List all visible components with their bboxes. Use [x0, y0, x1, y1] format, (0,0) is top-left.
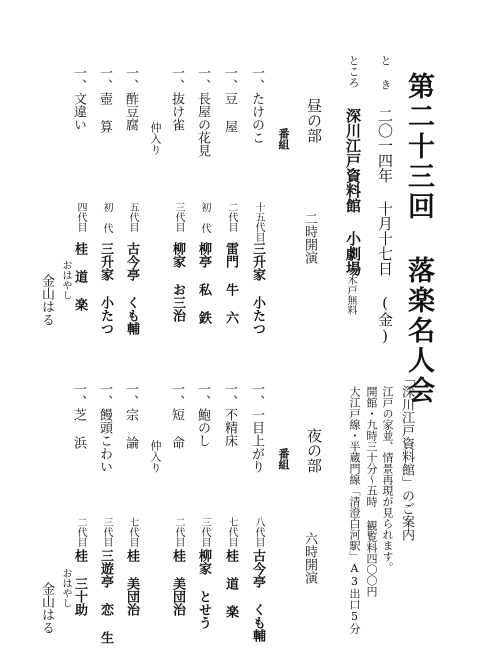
night-program-title: 一、宗 論: [123, 382, 138, 449]
night-program-title: 一、短 命: [169, 382, 184, 449]
event-title: 第二十三回 落楽名人会: [403, 72, 434, 406]
night-ohayashi-name: 金山はる: [39, 582, 54, 634]
night-performer-generation: 三代目: [199, 517, 210, 547]
night-program-title: 一、一目上がり: [249, 382, 264, 473]
guide-heading: 「深川江戸資料館」のご案内: [399, 372, 414, 541]
night-performer-name: 桂 三十助: [72, 549, 87, 616]
night-performer-generation: 二代目: [173, 517, 184, 547]
night-performer-name: 三遊亭 恋 生: [98, 549, 113, 644]
event-venue: 深川江戸資料館 小劇場: [344, 108, 362, 276]
day-program-title: 一、豆 屋: [222, 66, 237, 133]
tokoro-label: ところ: [347, 55, 360, 88]
night-bangumi: 番組: [277, 448, 290, 470]
night-program-title: 一、芝 浜: [71, 382, 86, 449]
night-time: 六時開演: [302, 532, 317, 584]
day-program-title: 一、酢豆腐: [123, 66, 138, 131]
night-performer-generation: 二代目: [75, 517, 86, 547]
day-performer-generation: 四代目: [75, 202, 86, 232]
day-performer-name: 柳家 お三治: [170, 242, 185, 322]
day-program-title: 一、抜け雀: [169, 66, 184, 131]
night-performer-name: 古今亭 くも輔: [250, 549, 265, 642]
day-performer-name: 雷門 牛 六: [223, 242, 238, 324]
day-performer-name: 桂 道 楽: [72, 242, 87, 311]
day-performer-generation: 二代目: [226, 202, 237, 232]
day-performer-name: 柳亭 私 鉄: [196, 242, 211, 324]
day-performer-generation: 五代目: [127, 202, 138, 232]
guide-line-2: 開館・九時三十分〜五時 観覧料四〇〇円: [365, 386, 378, 597]
day-bangumi: 番組: [277, 128, 290, 150]
day-performer-generation: 十五代目: [253, 202, 264, 242]
night-performer-generation: 七代目: [127, 517, 138, 547]
day-performer-name: 三升家 小たつ: [250, 242, 265, 335]
night-performer-name: 桂 美団治: [124, 549, 139, 616]
admission: 木戸無料: [345, 275, 356, 315]
night-ohayashi-label: おはやし: [60, 568, 71, 608]
night-performer-generation: 七代目: [226, 517, 237, 547]
day-time: 二時開演: [302, 212, 317, 264]
toki-label: と き: [379, 55, 392, 90]
night-nakairi: 仲入り: [149, 440, 162, 473]
night-program-title: 一、饅頭こわい: [97, 382, 112, 473]
night-program-title: 一、鮑のし: [195, 382, 210, 447]
day-ohayashi-label: おはやし: [60, 260, 71, 300]
day-performer-generation: 三代目: [173, 202, 184, 232]
day-performer-generation: 初 代: [101, 202, 112, 233]
day-performer-generation: 初 代: [199, 202, 210, 233]
night-performer-name: 柳家 とせう: [196, 549, 211, 629]
day-performer-name: 三升家 小たつ: [98, 242, 113, 335]
event-date: 二〇一四年 十月十七日 (金): [376, 108, 394, 345]
night-performer-name: 桂 道 楽: [223, 549, 238, 618]
day-nakairi: 仲入り: [149, 122, 162, 155]
day-program-title: 一、たけのこ: [249, 66, 264, 144]
day-performer-name: 古今亭 くも輔: [124, 242, 139, 335]
day-program-title: 一、長屋の花見: [195, 66, 210, 157]
day-program-title: 一、文違い: [71, 66, 86, 131]
night-program-title: 一、不精床: [222, 382, 237, 447]
night-performer-name: 桂 美団治: [170, 549, 185, 616]
day-program-title: 一、壺 算: [97, 66, 112, 133]
night-label: 夜の部: [305, 428, 323, 473]
night-performer-generation: 八代目: [253, 517, 264, 547]
night-performer-generation: 三代目: [101, 517, 112, 547]
guide-line-1: 江戸の家並、情景再現が見られます。: [381, 386, 394, 573]
day-ohayashi-name: 金山はる: [39, 274, 54, 326]
day-label: 昼の部: [305, 98, 323, 143]
guide-line-3: 大江戸線・半蔵門線「清澄白河駅」A3出口5分: [348, 386, 361, 634]
